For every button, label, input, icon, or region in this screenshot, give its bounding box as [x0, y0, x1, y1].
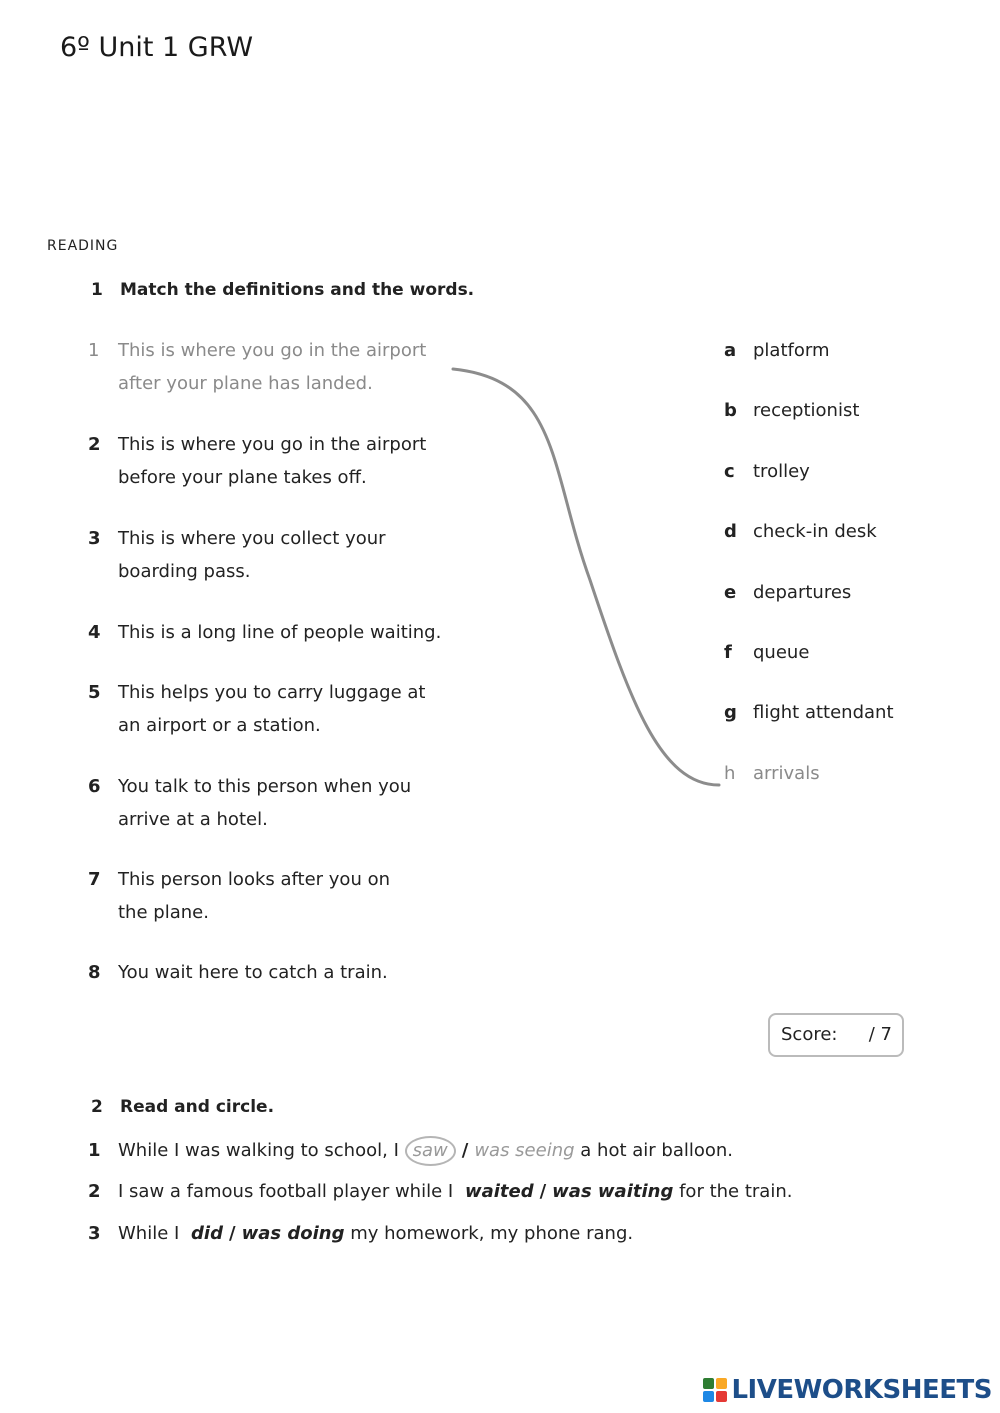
logo-text: LIVEWORKSHEETS — [731, 1375, 992, 1405]
match-line-path — [453, 369, 719, 785]
page-title: 6º Unit 1 GRW — [60, 32, 254, 63]
option-choice-1[interactable]: waited — [464, 1181, 534, 1202]
option-choice-1[interactable]: saw — [405, 1136, 456, 1166]
option-choice-2[interactable]: was seeing — [474, 1140, 575, 1161]
definition-number: 7 — [88, 869, 101, 890]
score-box — [768, 1013, 904, 1057]
option-separator: / — [461, 1140, 469, 1161]
option-separator: / — [539, 1181, 547, 1202]
logo-square-icon — [703, 1378, 714, 1389]
word-text: receptionist — [753, 400, 860, 421]
word-text: queue — [753, 642, 810, 663]
logo-square-icon — [716, 1391, 727, 1402]
word-text: trolley — [753, 461, 810, 482]
definition-text: This is where you go in the airport after your plane has landed. — [118, 340, 427, 394]
question-text-after: for the train. — [679, 1181, 793, 1202]
word-text: arrivals — [753, 763, 820, 784]
question-text-before: While I was walking to school, I — [118, 1140, 399, 1161]
question-number: 1 — [88, 1140, 101, 1161]
option-choice-2[interactable]: was doing — [241, 1223, 345, 1244]
question-number: 3 — [88, 1223, 101, 1244]
definition-text: This person looks after you on the plane. — [118, 869, 390, 923]
definition-number: 5 — [88, 682, 101, 703]
question-text-after: a hot air balloon. — [580, 1140, 733, 1161]
question-text-before: While I — [118, 1223, 180, 1244]
logo-square-icon — [703, 1391, 714, 1402]
word-letter: h — [724, 763, 736, 784]
liveworksheets-logo[interactable] — [703, 1375, 992, 1405]
score-label: Score: — [781, 1024, 838, 1045]
logo-square-icon — [716, 1378, 727, 1389]
definition-number: 2 — [88, 434, 101, 455]
option-separator: / — [229, 1223, 236, 1244]
exercise-1-instruction: Match the definitions and the words. — [120, 280, 475, 300]
word-letter: a — [724, 340, 737, 361]
circle-question — [88, 1220, 633, 1248]
definition-text: This is where you go in the airport before your plane takes off. — [118, 434, 427, 488]
word-text: departures — [753, 582, 852, 603]
word-text: flight attendant — [753, 702, 894, 723]
circle-question — [88, 1136, 733, 1166]
definition-number: 8 — [88, 962, 101, 983]
definition-number: 3 — [88, 528, 101, 549]
exercise-2-heading — [91, 1097, 274, 1117]
word-letter: d — [724, 521, 737, 542]
circle-question — [88, 1178, 792, 1206]
definition-text: You wait here to catch a train. — [118, 962, 388, 983]
option-choice-1[interactable]: did — [191, 1223, 223, 1244]
word-letter: g — [724, 702, 737, 723]
exercise-2-instruction: Read and circle. — [120, 1097, 275, 1117]
score-total: / 7 — [868, 1024, 892, 1045]
word-letter: f — [724, 642, 732, 663]
definition-text: You talk to this person when you arrive at a hotel. — [118, 776, 412, 830]
question-number: 2 — [88, 1181, 101, 1202]
definition-number: 1 — [88, 340, 100, 361]
exercise-1-number: 1 — [91, 280, 103, 300]
section-label: READING — [47, 238, 119, 254]
word-text: platform — [753, 340, 830, 361]
option-choice-2[interactable]: was waiting — [552, 1181, 674, 1202]
logo-grid-icon — [703, 1378, 727, 1402]
question-text-after: my homework, my phone rang. — [350, 1223, 634, 1244]
word-letter: c — [724, 461, 735, 482]
question-text-before: I saw a famous football player while I — [118, 1181, 454, 1202]
exercise-2-number: 2 — [91, 1097, 103, 1117]
definition-text: This is a long line of people waiting. — [118, 622, 442, 643]
word-text: check-in desk — [753, 521, 877, 542]
definition-number: 4 — [88, 622, 101, 643]
definition-text: This is where you collect your boarding pass. — [118, 528, 386, 582]
word-letter: b — [724, 400, 737, 421]
definition-text: This helps you to carry luggage at an airport or a station. — [118, 682, 426, 736]
definition-number: 6 — [88, 776, 101, 797]
word-letter: e — [724, 582, 737, 603]
